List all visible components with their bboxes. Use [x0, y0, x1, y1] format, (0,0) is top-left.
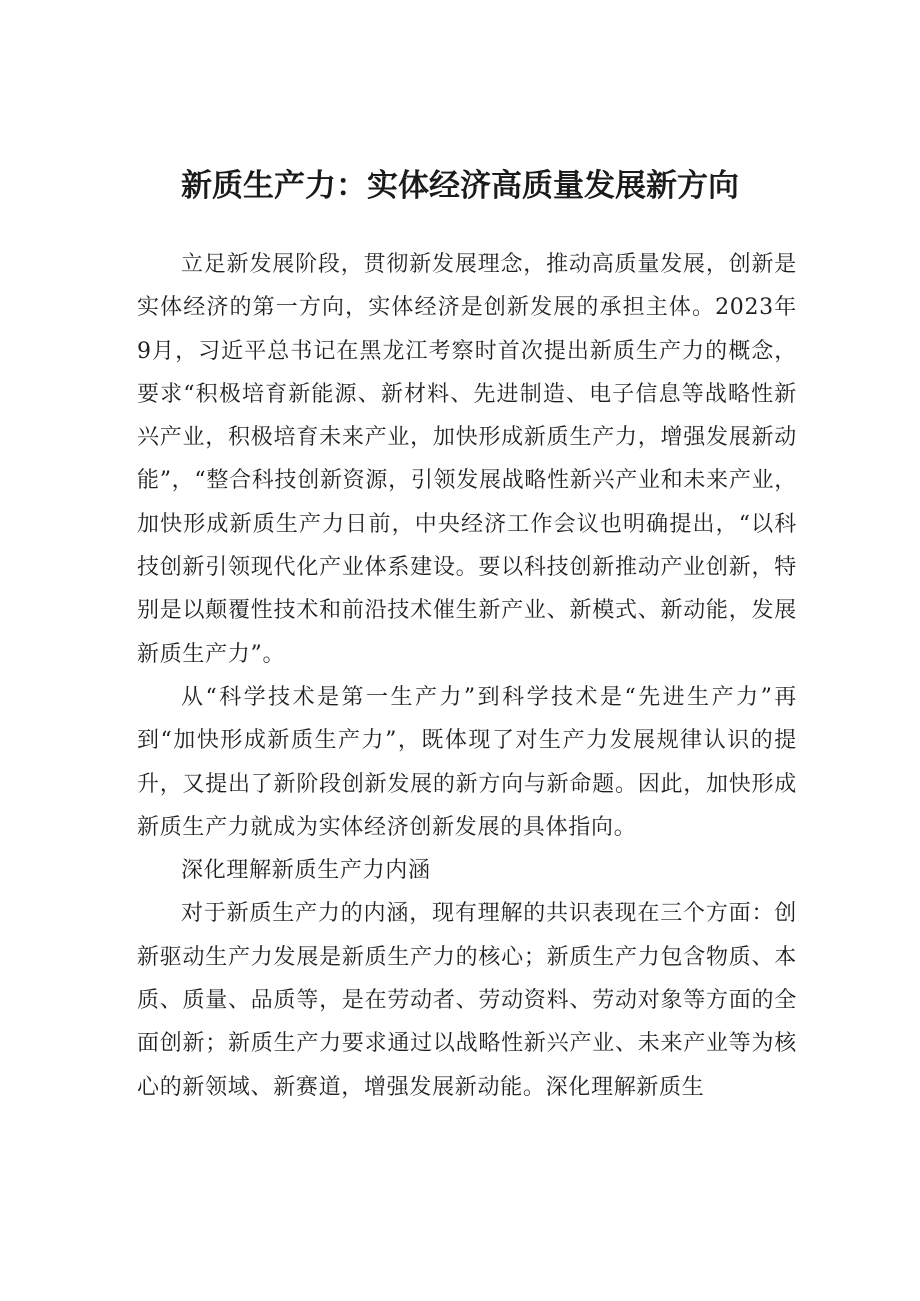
document-title: 新质生产力：实体经济高质量发展新方向: [181, 168, 739, 204]
section-heading: 深化理解新质生产力内涵: [181, 858, 431, 884]
paragraph-1: 立足新发展阶段，贯彻新发展理念，推动高质量发展，创新是实体经济的第一方向，实体经济是创新发展的承担主体。2023年9月，习近平总书记在黑龙江考察时首次提出新质生产力的概念，要求“积极培育新能源、新材料、先进制造、电子信息等战略性新兴产业，积极培育未来产业，加快形成新质生产力，增强发展新动能”，“整合科技创新资源，引领发展战略性新兴产业和未来产业，加快形成新质生产力日前，中央经济工作会议也明确提出，“以科技创新引领现代化产业体系建设。要以科技创新推动产业创新，特别是以颠覆性技术和前沿技术催生新产业、新模式、新动能，发展新质生产力”。: [137, 252, 797, 667]
document-body: [137, 243, 797, 1109]
paragraph-3: 对于新质生产力的内涵，现有理解的共识表现在三个方面：创新驱动生产力发展是新质生产力的核心；新质生产力包含物质、本质、质量、品质等，是在劳动者、劳动资料、劳动对象等方面的全面创新；新质生产力要求通过以战略性新兴产业、未来产业等为核心的新领域、新赛道，增强发展新动能。深化理解新质生: [137, 901, 797, 1100]
paragraph-2: 从“科学技术是第一生产力”到科学技术是“先进生产力”再到“加快形成新质生产力”，既体现了对生产力发展规律认识的提升，又提出了新阶段创新发展的新方向与新命题。因此，加快形成新质生产力就成为实体经济创新发展的具体指向。: [137, 684, 797, 840]
